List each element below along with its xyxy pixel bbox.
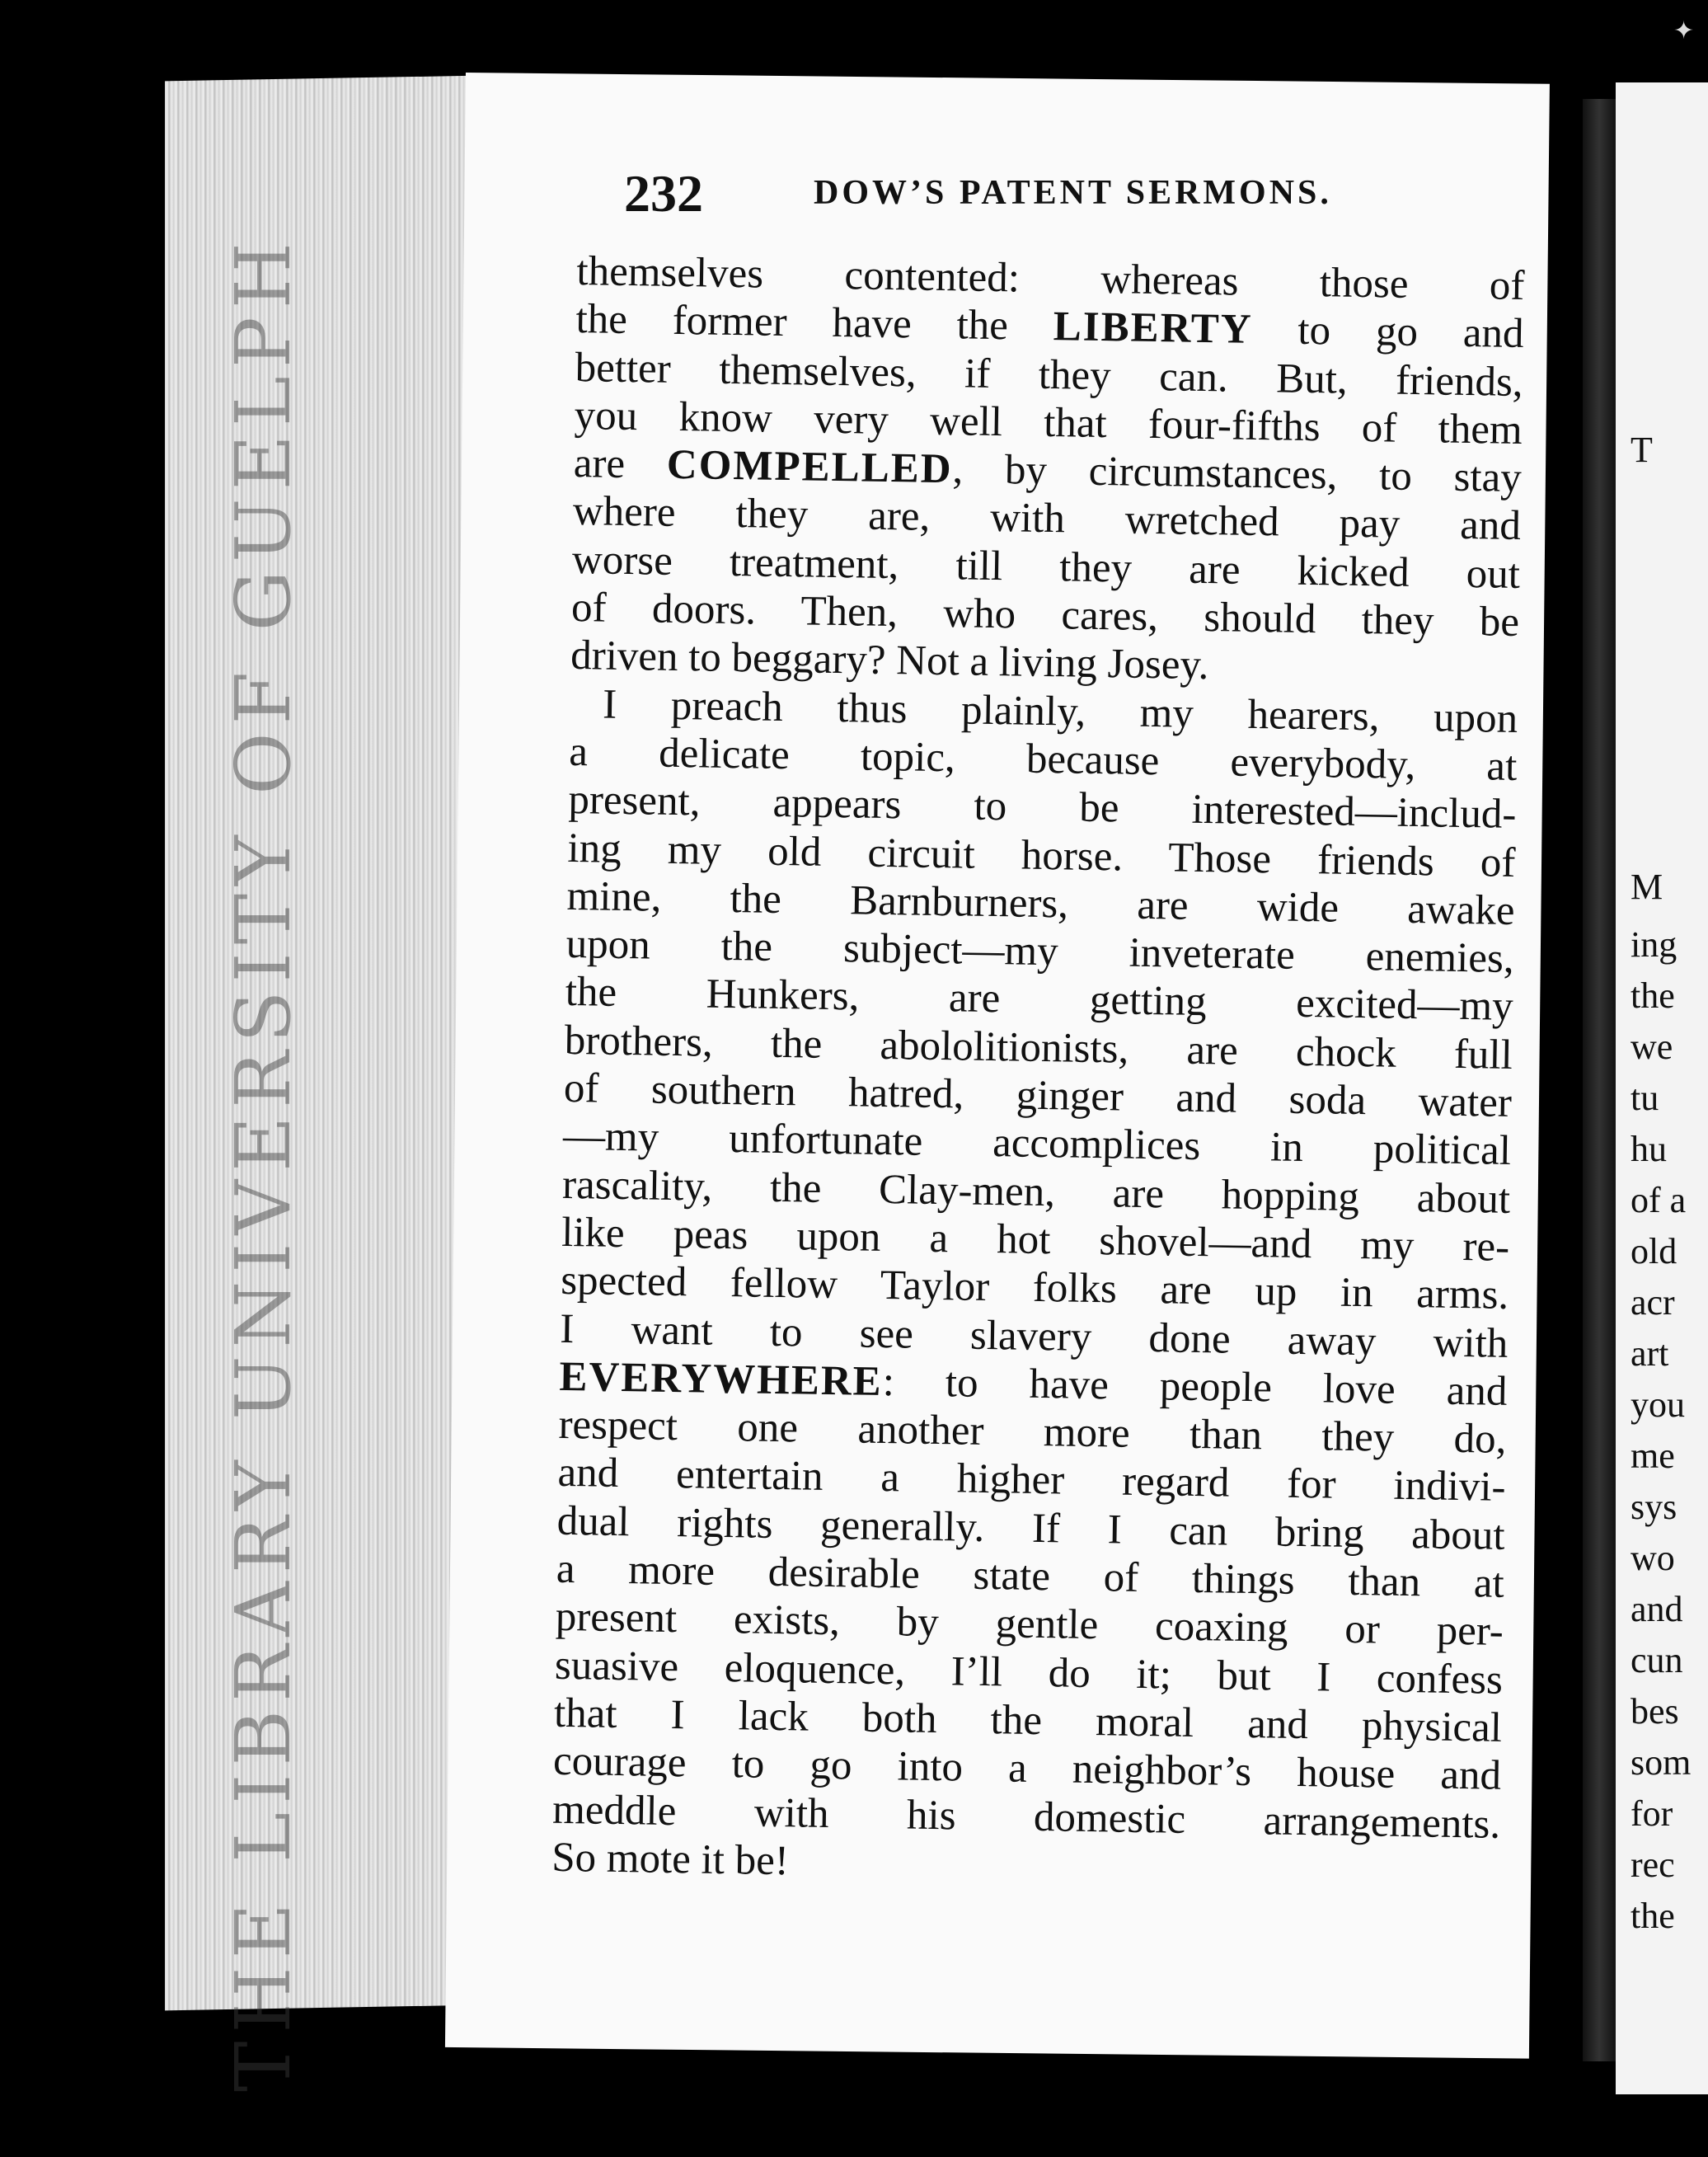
facing-page-fragment: you	[1631, 1384, 1685, 1425]
facing-page-fragment: old	[1631, 1231, 1678, 1271]
facing-page-fragment: rec	[1631, 1844, 1675, 1885]
facing-page-fragment: sys	[1631, 1487, 1678, 1527]
text-line: spected fellow Taylor folks are up in arms.	[560, 1257, 1509, 1319]
text-line: brothers, the abololitionists, are chock full	[564, 1017, 1513, 1078]
text-line: present exists, by gentle coaxing or per-	[555, 1594, 1504, 1656]
facing-page-fragment: cun	[1631, 1640, 1683, 1680]
text-line: the former have the LIBERTY to go and	[575, 296, 1524, 358]
text-line: you know very well that four-fifths of them	[574, 392, 1523, 453]
page-header	[624, 163, 1465, 229]
text-line: worse treatment, till they are kicked out	[571, 536, 1521, 598]
facing-page-fragment: and	[1631, 1589, 1683, 1629]
text-line: a more desirable state of things than at	[556, 1545, 1505, 1607]
sermon-text	[551, 247, 1525, 1896]
text-line: mine, the Barnburners, are wide awake	[566, 872, 1515, 934]
facing-page-fragment: bes	[1631, 1691, 1679, 1732]
text-line: of southern hatred, ginger and soda water	[563, 1064, 1513, 1126]
running-head: DOW’S PATENT SERMONS.	[814, 174, 1332, 212]
facing-page-fragment: we	[1631, 1027, 1673, 1067]
text-line: are COMPELLED, by circumstances, to stay	[573, 440, 1523, 502]
text-line: and entertain a higher regard for indivi-	[557, 1450, 1506, 1511]
text-line: present, appears to be interested—includ-	[568, 777, 1517, 839]
facing-page-fragment: of a	[1631, 1180, 1687, 1220]
facing-page-fragment: M	[1631, 867, 1663, 907]
text-line: the Hunkers, are getting excited—my	[565, 969, 1514, 1031]
facing-page-fragment: the	[1631, 1896, 1675, 1936]
text-line: that I lack both the moral and physical	[553, 1689, 1503, 1751]
facing-page-fragment: som	[1631, 1742, 1692, 1783]
page-number: 232	[624, 164, 703, 223]
text-line: I want to see slavery done away with	[559, 1305, 1509, 1367]
text-line: So mote it be!	[551, 1834, 790, 1885]
text-line: suasive eloquence, I’ll do it; but I confess	[554, 1642, 1504, 1704]
text-line: courage to go into a neighbor’s house and	[552, 1737, 1502, 1800]
facing-page-fragment: acr	[1631, 1282, 1675, 1323]
facing-page-fragment: wo	[1631, 1538, 1675, 1578]
facing-page-fragment: hu	[1631, 1129, 1667, 1169]
library-stamp-text: THE LIBRARY UNIVERSITY OF GUELPH	[219, 233, 308, 2092]
emphasized-word: LIBERTY	[1053, 303, 1253, 354]
text-line: —my unfortunate accomplices in political	[562, 1113, 1512, 1175]
text-line: of doors. Then, who cares, should they be	[570, 585, 1520, 646]
facing-page-fragment: the	[1631, 975, 1675, 1016]
text-line: a delicate topic, because everybody, at	[568, 728, 1518, 790]
text-line: respect one another more than they do,	[558, 1401, 1507, 1464]
facing-page-fragment: tu	[1631, 1078, 1659, 1118]
library-edge-stamp	[198, 233, 330, 2092]
text-line: like peas upon a hot shovel—and my re-	[561, 1209, 1510, 1271]
text-line: rascality, the Clay-men, are hopping about	[561, 1161, 1511, 1223]
facing-page-fragment: for	[1631, 1793, 1673, 1834]
scan-artifact: ✦	[1673, 16, 1695, 45]
emphasized-word: EVERYWHERE	[559, 1353, 884, 1405]
emphasized-word: COMPELLED	[666, 441, 953, 493]
book-binding	[1583, 99, 1616, 2061]
text-line: where they are, with wretched pay and	[572, 488, 1522, 550]
text-line: meddle with his domestic arrangements.	[551, 1786, 1501, 1848]
text-line: EVERYWHERE: to have people love and	[559, 1353, 1508, 1415]
facing-page	[1616, 82, 1708, 2094]
text-line: ing my old circuit horse. Those friends of	[567, 825, 1516, 886]
text-line: upon the subject—my inveterate enemies,	[565, 921, 1515, 983]
text-line: I preach thus plainly, my hearers, upon	[602, 681, 1518, 742]
text-line: themselves contented: whereas those of	[576, 247, 1525, 310]
facing-page-fragment: art	[1631, 1333, 1669, 1374]
text-line: driven to beggary? Not a living Josey.	[570, 632, 1209, 689]
text-line: dual rights generally. If I can bring about	[556, 1497, 1506, 1559]
facing-page-fragment: me	[1631, 1436, 1675, 1476]
facing-page-fragment: T	[1631, 430, 1653, 470]
facing-page-fragment: ing	[1631, 924, 1678, 965]
text-line: better themselves, if they can. But, friends,	[575, 344, 1524, 406]
